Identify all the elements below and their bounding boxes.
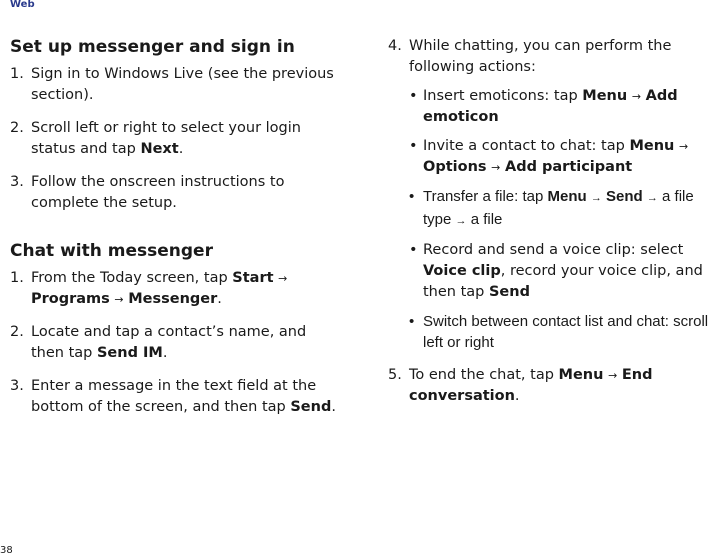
action-text: Switch between contact list and chat: scroll left or right xyxy=(423,313,709,351)
ui-term-menu: Menu xyxy=(582,88,628,104)
action-text: Insert emoticons: tap xyxy=(423,88,583,104)
step-number: 5. xyxy=(388,367,402,383)
arrow-icon: → xyxy=(491,161,501,174)
step-text: Follow the onscreen instructions to complete the setup. xyxy=(31,174,285,211)
step-text-end: . xyxy=(331,399,336,415)
ui-term-options: Options xyxy=(423,159,487,175)
action-insert-emoticons xyxy=(409,86,713,128)
setup-steps xyxy=(10,64,340,214)
step-number: 3. xyxy=(10,378,24,394)
step-number: 1. xyxy=(10,66,24,82)
chat-step-2 xyxy=(10,322,340,364)
action-invite-contact xyxy=(409,136,713,178)
chat-actions-list xyxy=(409,86,713,353)
setup-step-2 xyxy=(10,118,340,160)
bullet-icon: • xyxy=(409,188,415,205)
step-text: Scroll left or right to select your login status and tap xyxy=(31,120,301,157)
chat-step-5 xyxy=(388,365,713,407)
right-column xyxy=(388,36,713,419)
ui-term-menu: Menu xyxy=(629,138,675,154)
action-transfer-file xyxy=(409,186,713,232)
action-text: , record your voice clip, and then tap xyxy=(423,263,703,300)
ui-term-voice-clip: Voice clip xyxy=(423,263,501,279)
chat-steps-continued xyxy=(388,36,713,407)
ui-term-add-emoticon: Add emoticon xyxy=(423,88,678,125)
arrow-icon: → xyxy=(646,192,658,204)
step-text: While chatting, you can perform the following actions: xyxy=(409,38,672,75)
step-text-end: . xyxy=(217,291,222,307)
step-text: Sign in to Windows Live (see the previous section). xyxy=(31,66,334,103)
step-text-end: . xyxy=(162,345,168,361)
bullet-icon: • xyxy=(409,313,415,330)
arrow-icon: → xyxy=(455,215,467,227)
setup-step-3 xyxy=(10,172,340,214)
arrow-icon: → xyxy=(114,293,124,306)
action-text: a file type xyxy=(423,188,694,228)
ui-term-end-conversation: End conversation xyxy=(409,367,653,404)
section-title-setup: Set up messenger and sign in xyxy=(10,37,295,57)
step-text: From the Today screen, tap xyxy=(31,270,233,286)
action-text: Record and send a voice clip: select xyxy=(423,242,684,258)
ui-term-messenger: Messenger xyxy=(128,291,218,307)
step-text-end: . xyxy=(514,388,520,404)
left-column xyxy=(10,36,340,430)
ui-term-add-participant: Add participant xyxy=(504,159,633,175)
chat-step-1 xyxy=(10,268,340,310)
ui-term-menu: Menu xyxy=(558,367,604,383)
ui-term-menu: Menu xyxy=(547,188,587,205)
bullet-icon: • xyxy=(409,88,418,104)
step-number: 4. xyxy=(388,38,402,54)
ui-term-send: Send xyxy=(290,399,332,415)
arrow-icon: → xyxy=(590,192,602,204)
ui-term-send: Send xyxy=(488,284,530,300)
chat-steps xyxy=(10,268,340,418)
action-switch-view xyxy=(409,311,713,353)
ui-term-send-im: Send IM xyxy=(96,345,163,361)
section-title-chat: Chat with messenger xyxy=(10,241,213,261)
step-number: 3. xyxy=(10,174,24,190)
action-text: a file xyxy=(466,211,503,228)
step-text: Locate and tap a contact’s name, and then tap xyxy=(31,324,307,361)
step-number: 1. xyxy=(10,270,24,286)
ui-term-send: Send xyxy=(606,188,643,205)
step-number: 2. xyxy=(10,120,24,136)
setup-step-1 xyxy=(10,64,340,106)
chat-step-3 xyxy=(10,376,340,418)
action-text: Invite a contact to chat: tap xyxy=(423,138,630,154)
bullet-icon: • xyxy=(409,138,418,154)
step-number: 2. xyxy=(10,324,24,340)
ui-term-start: Start xyxy=(232,270,274,286)
action-record-voice-clip xyxy=(409,240,713,303)
arrow-icon: → xyxy=(678,140,689,153)
chat-step-4 xyxy=(388,36,713,353)
step-text: To end the chat, tap xyxy=(409,367,559,383)
ui-term-next: Next xyxy=(140,141,179,157)
arrow-icon: → xyxy=(608,369,618,382)
step-text: Enter a message in the text field at the bottom of the screen, and then tap xyxy=(31,378,317,415)
section-header: Web xyxy=(10,0,35,10)
action-text: Transfer a file: tap xyxy=(423,188,548,205)
step-text-end: . xyxy=(178,141,184,157)
bullet-icon: • xyxy=(409,242,418,258)
arrow-icon: → xyxy=(631,90,642,103)
ui-term-programs: Programs xyxy=(31,291,110,307)
arrow-icon: → xyxy=(278,272,288,285)
page-number: 38 xyxy=(0,545,13,556)
